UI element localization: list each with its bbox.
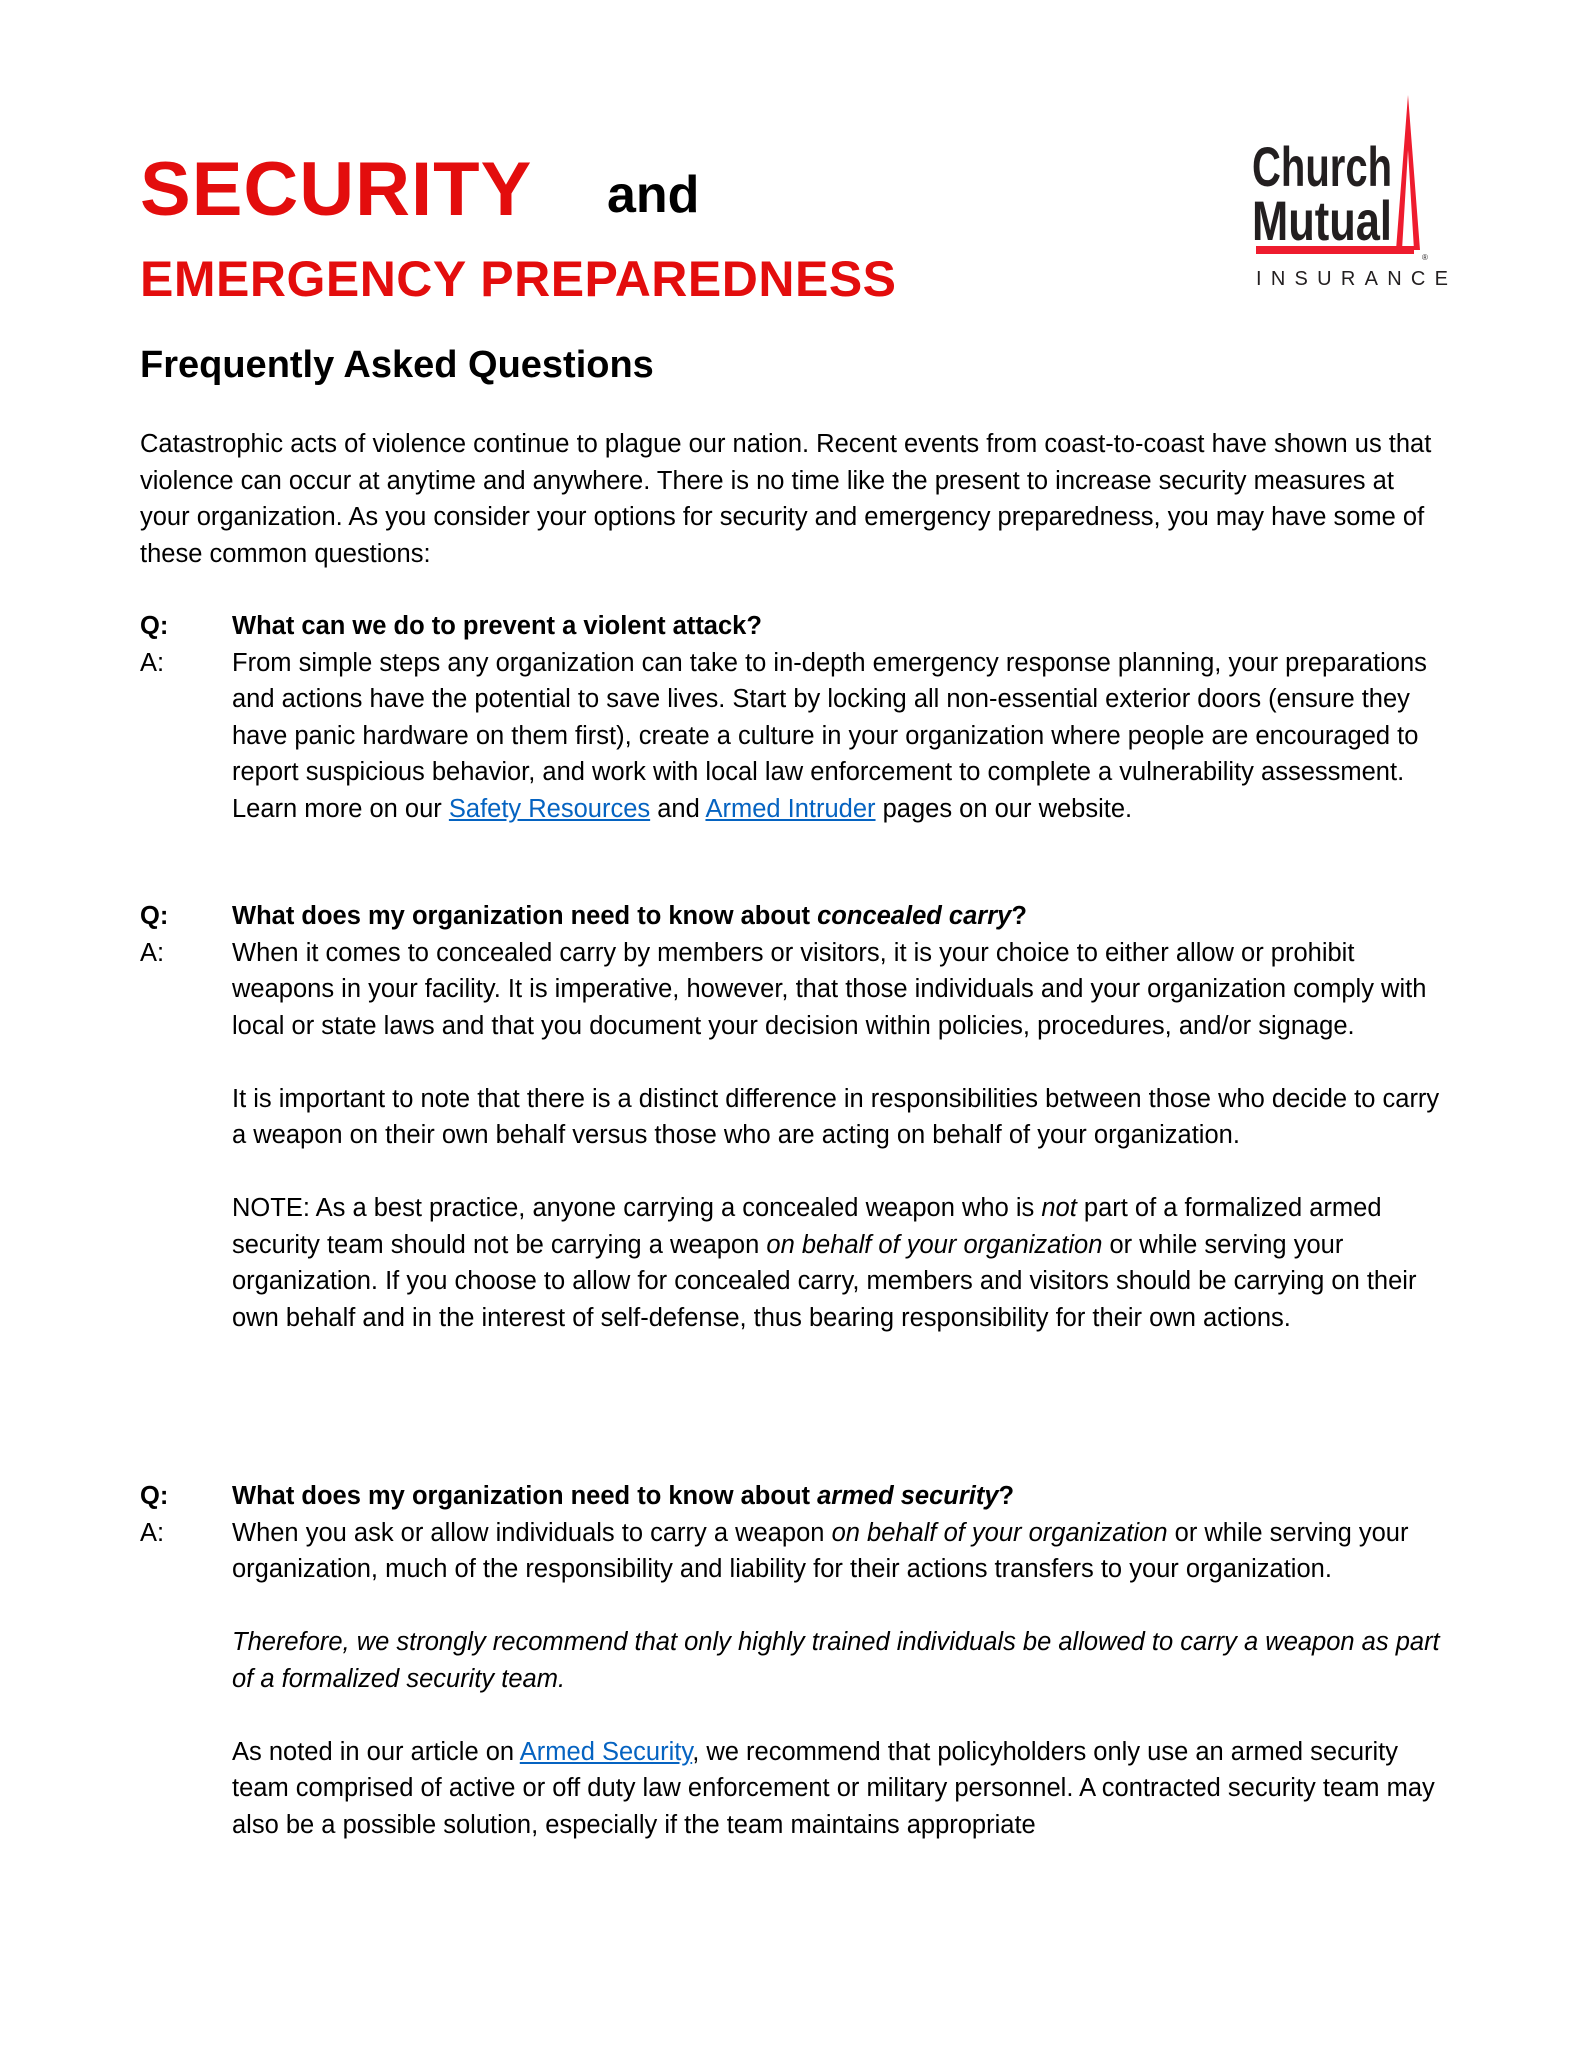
question-emphasis: concealed carry: [817, 902, 1012, 930]
answer-text: When it comes to concealed carry by members or visitors, it is your choice to either allow or prohibit weapons in your facility. It is imperative, however, that those individuals and your organization comply with local or state laws and that you document your decision within policies, procedures, and/or signage.: [232, 938, 1427, 1040]
answer-marker: A:: [140, 938, 165, 967]
faq-question-row: [140, 1478, 1450, 1515]
intro-paragraph: Catastrophic acts of violence continue to plague our nation. Recent events from coast-to-coast have shown us that violence can occur at anytime and anywhere. There is no time like the present to increase security measures at your organization. As you consider your options for security and emergency preparedness, you may have some of these common questions:: [140, 430, 1432, 568]
answer-marker: A:: [140, 648, 165, 677]
answer-text: [232, 645, 1450, 828]
answer-paragraph-responsibilities: It is important to note that there is a distinct difference in responsibilities between those who decide to carry a weapon on their own behalf versus those who are acting on behalf of your organization.: [232, 1084, 1440, 1149]
answer-paragraph-armed-security: [232, 1734, 1450, 1844]
question-text-part: What does my organization need to know about: [232, 902, 818, 930]
page-subtitle: Frequently Asked Questions: [140, 344, 654, 386]
answer-marker: A:: [140, 1518, 165, 1547]
recommendation-text: Therefore, we strongly recommend that only highly trained individuals be allowed to carry a weapon as part of a formalized security team.: [232, 1628, 1440, 1693]
faq-item-prevent-attack: [140, 608, 1450, 827]
note-emphasis: on behalf of your organization: [766, 1230, 1103, 1259]
note-text-part: NOTE: As a best practice, anyone carrying a concealed weapon who is: [232, 1194, 1042, 1222]
answer-text-part: From simple steps any organization can take to in-depth emergency response planning, your preparations and actions have the potential to save lives. Start by locking all non-essential exterior doors (ensure they have panic hardware on them first), create a culture in your organization where people are encouraged to report suspicious behavior, and work with local law enforcement to complete a vulnerability assessment. Learn more on our: [232, 648, 1427, 823]
faq-answer-row: [140, 645, 1450, 828]
question-text: [232, 1478, 1450, 1515]
church-mutual-logo: [1220, 90, 1450, 290]
logo-word-mutual: Mutual: [1252, 189, 1392, 252]
question-marker: Q:: [140, 902, 169, 930]
faq-question-row: [140, 608, 1450, 645]
title-and: and: [607, 166, 700, 224]
question-emphasis: armed security: [817, 1482, 999, 1510]
question-marker: Q:: [140, 1482, 169, 1510]
question-text: What can we do to prevent a violent attack?: [232, 612, 762, 640]
title-emergency-preparedness: EMERGENCY PREPAREDNESS: [140, 251, 897, 307]
answer-text-part: pages on our website.: [875, 794, 1133, 823]
question-text-part: What does my organization need to know about: [232, 1482, 818, 1510]
answer-text-part: or while serving your organization, much of the responsibility and liability for their actions transfers to your organization.: [232, 1518, 1409, 1583]
logo-word-church: Church: [1252, 135, 1392, 198]
question-text-part: ?: [998, 1482, 1015, 1510]
answer-text: [232, 1515, 1450, 1588]
faq-item-concealed-carry: [140, 898, 1450, 1336]
armed-security-link[interactable]: Armed Security: [519, 1737, 693, 1766]
safety-resources-link[interactable]: Safety Resources: [448, 794, 651, 823]
faq-answer-row: [140, 935, 1450, 1045]
title-security: SECURITY: [140, 147, 533, 232]
answer-emphasis: on behalf of your organization: [831, 1518, 1168, 1547]
registered-mark: ®: [1422, 253, 1428, 262]
armed-intruder-link[interactable]: Armed Intruder: [705, 794, 876, 823]
question-text: [232, 898, 1450, 935]
answer-text-part: As noted in our article on: [232, 1737, 520, 1766]
answer-text-part: and: [650, 794, 706, 823]
answer-text-part: , we recommend that policyholders only use an armed security team comprised of active or off duty law enforcement or military personnel. A contracted security team may also be a possible solution, especially if the team maintains appropriate: [232, 1737, 1435, 1839]
faq-answer-row: [140, 1515, 1450, 1588]
note-emphasis: not: [1041, 1194, 1077, 1222]
answer-text-part: When you ask or allow individuals to carry a weapon: [232, 1518, 832, 1547]
note-text-part: part of a formalized armed security team should not be carrying a weapon: [232, 1194, 1382, 1259]
logo-word-insurance: INSURANCE: [1256, 268, 1448, 290]
question-marker: Q:: [140, 612, 169, 640]
faq-item-armed-security: [140, 1478, 1450, 1843]
note-text-part: or while serving your organization. If you choose to allow for concealed carry, members and visitors should be carrying on their own behalf and in the interest of self-defense, thus bearing responsibility for their own actions.: [232, 1230, 1417, 1332]
answer-paragraph-note: [232, 1190, 1450, 1336]
faq-question-row: [140, 898, 1450, 935]
answer-paragraph-recommendation: [232, 1624, 1450, 1697]
question-text-part: ?: [1011, 902, 1027, 930]
